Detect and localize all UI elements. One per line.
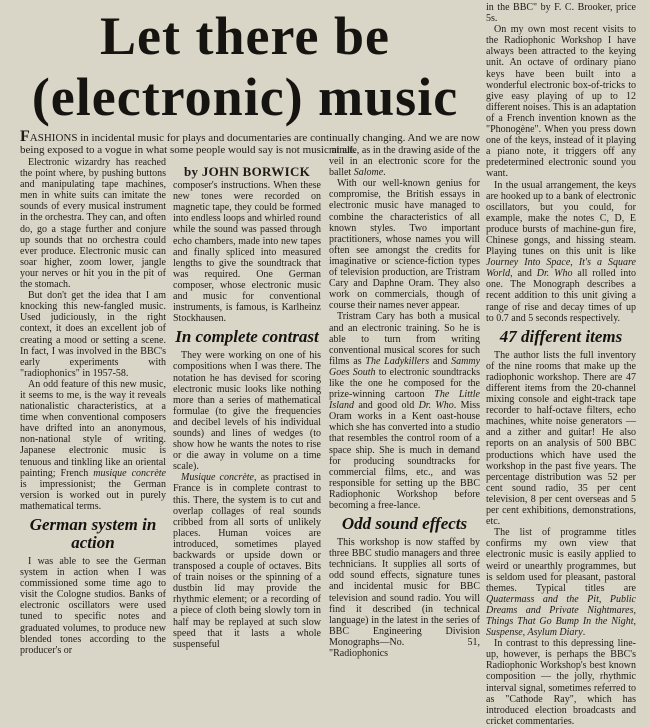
text-run: In the usual arrangement, the keys are hooked up to a bank of electronic oscillators, but you could, for example, make the notes C, D, E produce bursts of machine-gun fire, Chinese gongs, and hissing steam. Playing tunes on this unit is like	[486, 179, 636, 258]
column-2	[173, 166, 321, 683]
paragraph	[173, 472, 321, 650]
paragraph: But don't get the idea that I am knocking this new-fangled music. Used judiciously, in the right context, it does an excellent job of creating a mood or setting a scene. In fact, I was involved in the BBC's early experiments with "radiophonics" in 1957-58.	[20, 290, 166, 379]
headline-line-2: (electronic) music	[31, 67, 459, 127]
paragraph	[20, 379, 166, 512]
subhead-complete-contrast: In complete contrast	[175, 327, 319, 347]
byline: by JOHN BORWICK	[183, 164, 311, 179]
italic-title: The Little Island	[329, 389, 480, 412]
paragraph	[486, 180, 636, 324]
text-run: minute, as in the drawing aside of the veil in an electronic score for the ballet	[329, 145, 480, 179]
paragraph: The author lists the full inventory of the nine rooms that make up the radiophonic workshop. There are 47 different items from the 20-channel mixing console and eight-track tape recorder to half-octave filters, echo machines, white noise generators — and a zither and guitar! He also reports on an analysis of 500 BBC productions which have used the workshop in the past five years. The percentage distribution was 52 per cent sound radio, 35 per cent television, 8 per cent overseas and 5 per cent exhibitions, demonstrations, etc.	[486, 349, 636, 528]
subhead-german-system: German system in action	[29, 515, 157, 552]
column-4	[486, 2, 637, 727]
headline-line-1: Let there be	[100, 6, 390, 66]
text-run: , and	[510, 268, 532, 280]
paragraph: In contrast to this depressing line-up, however, is perhaps the BBC's Radiophonic Workshop's best known composition — the jolly, rhythmic interval signal, sometimes referred to as "Cathode Ray", which has introduced election broadcasts and cricket commentaries.	[486, 638, 636, 727]
text-run: .	[582, 627, 586, 639]
italic-title: Sammy Goes South	[329, 355, 481, 378]
text-run: , as practised in France is in complete contrast to this. There, the system is to cut and overlap collages of real sounds cribbed from all sorts of unlikely places. Human voices are introduced, sometimes played backwards or upside down or transposed a couple of octaves. Bits of train noises or the spinning of a dustbin lid may provide the rhythmic element; or a recording of a piece of cloth being slowly torn in half may be replayed at such slow speed that it lasts a whole suspenseful	[173, 472, 321, 650]
paragraph	[329, 145, 480, 178]
standfirst-text: ASHIONS in incidental music for plays and documentaries are continually changing. And we are now being exposed to a vogue in what some people would say is not music at all.	[20, 132, 480, 156]
italic-title: The Ladykillers	[365, 355, 430, 367]
italic-title: Journey Into Space	[486, 257, 571, 269]
text-run: and	[432, 355, 448, 367]
paragraph: I was able to see the German system in action when I was commissioned some time ago to visit the Cologne studios. Banks of electronic oscillators were used tuned to specific notes and graduated volumes, to produce new blended tones according to the producer's or	[20, 556, 166, 656]
paragraph: On my own most recent visits to the Radiophonic Workshop I have always been attracted to the keying unit. An octave of ordinary piano keys have been built into a wonderful electronic box-of-tricks to give easy playing of up to 12 different noises. This is an adaptation of a French invention known as the "Phonogène". When you press down one of the keys, instead of it playing a piano note, it triggers off any predetermined electronic sound you want.	[486, 24, 636, 180]
italic-title: Dr. Who	[536, 268, 573, 280]
text-run: An odd feature of this new music, it seems to me, is the way it reveals nationalistic characteristics, at a time when conventional composers have drifted into an anonymous, non-national style of writing. Japanese electronic music is tenuous and tinkling like an oriental painting; French	[20, 378, 166, 479]
text-run: all rolled into one. The Monograph describes a recent addition to this unit giving a range of rise and decay times of up to 0.7 and 5 seconds respectively.	[486, 268, 636, 324]
paragraph: They were working on one of his compositions when I was there. The notation he has devised for scoring electronic music looks like nothing more than a series of mathematical formulae (to give the frequencies and decibel levels of his individual sounds) and lines of wedges (to show how he wants the notes to rise or die away in volume on a time scale).	[173, 350, 321, 473]
paragraph: in the BBC" by F. C. Brooker, price 5s.	[486, 2, 636, 25]
drop-cap: F	[20, 128, 30, 145]
paragraph: Electronic wizardry has reached the point where, by pushing buttons and manipulating tape machines, men in white suits can imitate the sounds of every musical instrument in the orchestra. They can, and often do, go a stage further and conjure up sounds that no orchestra could ever produce. Electronic music can soar higher, zoom lower, jangle your nerves or hit you in the pit of the stomach.	[20, 157, 166, 291]
italic-term: Musique concrète	[181, 472, 254, 484]
text-run: .	[383, 167, 386, 179]
subhead-odd-sound-effects: Odd sound effects	[341, 514, 468, 534]
paragraph: With our well-known genius for compromise, the British essays in electronic music have managed to combine the characteristics of all known styles. Two important practitioners, whose names you will often see amongst the credits for imaginative or science-fiction types of television production, are Tristram Cary and Daphne Oram. They also work on commercials, though of course their names never appear.	[329, 178, 480, 312]
text-run: . Miss Oram works in a Kent oast-house which she has converted into a studio that resembles the control room of a space ship. She is much in demand for producing soundtracks for commercial films, etc., and was responsible for setting up the BBC Radiophonic Workshop before becoming a free-lance.	[329, 400, 481, 511]
text-run: to electronic soundtracks like the one he composed for the prize-winning cartoon	[329, 366, 480, 401]
text-run: Tristram Cary has both a musical and an electronic training. So he is able to turn from writing conventional musical scores for such films as	[329, 311, 480, 367]
italic-title: Quatermass and the Pit, Public Dreams and Private Nightmares, Things That Go Bump In the Night, Suspense, Asylum Diary	[486, 593, 636, 639]
paragraph	[486, 527, 636, 638]
subhead-47-different-items: 47 different items	[499, 326, 623, 346]
text-run: The list of programme titles confirms my own view that electronic music is easily applied to weird or unearthly programmes, but is seldom used for pleasant, pastoral themes. Typical titles are	[486, 527, 636, 594]
paragraph	[329, 311, 480, 511]
italic-term: musique concrète	[93, 467, 166, 479]
column-3	[329, 145, 480, 683]
text-run: and good old	[358, 400, 415, 412]
headline	[10, 6, 480, 128]
italic-title: Salome	[353, 167, 384, 179]
italic-title: It's a Square World	[486, 257, 637, 280]
text-run: ,	[570, 257, 573, 269]
paragraph: This workshop is now staffed by three BBC studio managers and three technicians. It supplies all sorts of odd sound effects, signature tunes and incidental music for BBC television and sound radio. You will find it described (in technical language) in the latest in the series of BBC Engineering Division Monographs—No. 51, "Radiophonics	[329, 537, 480, 660]
paragraph: composer's instructions. When these new tones were recorded on magnetic tape, they could be formed into endless loops and whirled round while the sound was passed through echo chambers, made into new tapes and finally spliced into measured lengths to give the soundtrack that was required. One German composer, whose electronic music and music for conventional instruments, is famous, is Karlheinz Stockhausen.	[173, 180, 321, 325]
column-1	[20, 157, 166, 683]
italic-title: Dr. Who	[418, 400, 454, 412]
text-run: is impressionist; the German version is worked out in purely mathematical terms.	[20, 478, 166, 512]
